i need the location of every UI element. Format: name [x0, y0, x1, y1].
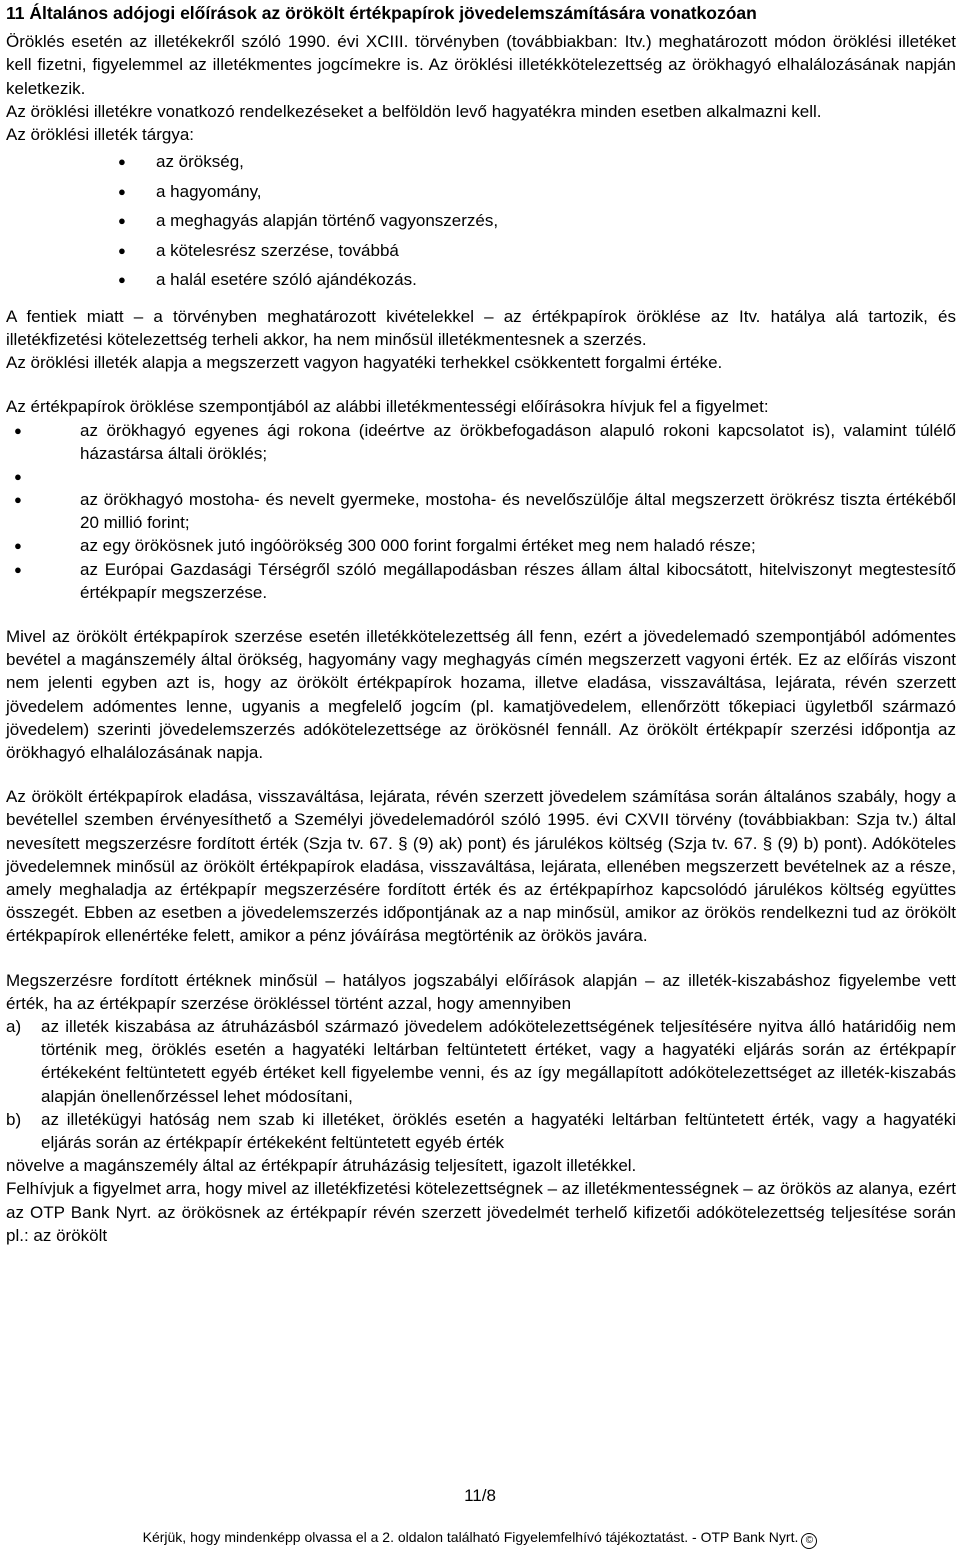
list-item: [14, 465, 956, 488]
page-number: 11/8: [464, 1486, 496, 1505]
list-item: ● a halál esetére szóló ajándékozás.: [156, 265, 956, 295]
bullet-icon: ●: [14, 468, 22, 484]
page-footer: [0, 1526, 960, 1549]
bullet-icon: ●: [14, 491, 22, 507]
list-item: ● a meghagyás alapján történő vagyonszerzés,: [156, 206, 956, 236]
list-marker: a): [6, 1017, 22, 1036]
paragraph-megszerzes: Megszerzésre fordított értéknek minősül – hatályos jogszabályi előírások alapján – az illeték-kiszabáshoz figyelembe vett érték, ha az értékpapír szerzése örökléssel történt azzal, hogy amennyiben: [6, 970, 956, 1013]
list-item: ● az örökhagyó egyenes ági rokona (ideértve az örökbefogadáson alapuló rokoni kapcsolatot is), valamint túlélő házastársa általi öröklés;: [14, 420, 956, 463]
intro-paragraph-3: Az öröklési illeték tárgya:: [6, 125, 195, 145]
document-page: [6, 2, 956, 1247]
paragraph-mentesseg-intro: Az értékpapírok öröklése szempontjából az alábbi illetékmentességi előírásokra hívjuk fel a figyelmet:: [6, 397, 769, 417]
paragraph-mivel: Mivel az örökölt értékpapírok szerzése esetén illetékkötelezettség áll fenn, ezért a jövedelemadó szempontjából adómentes bevétel a magánszemély által örökség, hagyomány vagy meghagyás címén megszerzett vagyoni érték. Ez az előírás viszont nem jelenti egyben azt is, hogy az örökölt értékpapírok hozama, illetve eladása, visszaváltása, lejárata, révén szerzett jövedelem adómentes lenne, ugyanis a megfelelő jogcím (pl. kamatjövedelem, ellenőrzött tőkepiaci ügyletből származó jövedelem) szerinti jövedelemszerzés adókötelezettsége az örökösnél fennáll. Az örökölt értékpapír szerzési időpontja az örökhagyó elhalálozásának napja.: [6, 626, 956, 762]
bullet-icon: ●: [14, 538, 22, 554]
bullet-icon: ●: [118, 272, 126, 288]
footer-text: Kérjük, hogy mindenképp olvassa el a 2. oldalon található Figyelemfelhívó tájékoztatást. - OTP Bank Nyrt.: [142, 1529, 799, 1545]
list-marker: b): [6, 1109, 22, 1129]
copyright-icon: ©: [801, 1533, 817, 1549]
subject-list: [6, 147, 956, 295]
list-item: ● az örökség,: [156, 147, 956, 177]
paragraph-eladasa: Az örökölt értékpapírok eladása, visszaváltása, lejárata, révén szerzett jövedelem számítása során általános szabály, hogy a bevétellel szemben érvényesíthető a Személyi jövedelemadóról szóló 1995. évi CXVII törvény (továbbiakban: Szja tv.) által nevesített megszerzésre fordított érték (Szja tv. 67. § (9) ak) pont) és járulékos költség (Szja tv. 67. § (9) b) pont). Adóköteles jövedelemnek minősül az örökölt értékpapírok eladása, visszaváltása, lejárata, ellenében megszerzett bevételnek az a része, amely meghaladja az értékpapír megszerzésére fordított érték és az értékpapírhoz kapcsolódó járulékos költség együttes összegét. Ebben az esetben a jövedelemszerzés időpontjának az a nap minősül, amikor az örökös rendelkezni tud az örökölt értékpapírok ellenértéke felett, amikor a pénz jóváírása megtörténik az örökös javára.: [6, 787, 956, 946]
list-item: ● az Európai Gazdasági Térségről szóló megállapodásban részes állam által kibocsátott, hitelviszonyt megtestesítő értékpapír megszerzése.: [14, 559, 956, 602]
bullet-icon: ●: [118, 154, 126, 170]
list-item: b) az illetékügyi hatóság nem szab ki illetéket, öröklés esetén a hagyatéki leltárban feltüntetett érték, vagy a hagyatéki eljárás során az értékpapír értékeként feltüntetett egyéb érték: [6, 1109, 956, 1153]
bullet-icon: ●: [118, 213, 126, 229]
bullet-icon: ●: [14, 561, 22, 577]
bullet-icon: ●: [118, 183, 126, 199]
exemption-list: [6, 419, 956, 604]
list-item: a) az illeték kiszabása az átruházásból származó jövedelem adókötelezettségének teljesítésére nyitva álló határidőig nem történik meg, öröklés esetén a hagyatéki leltárban feltüntetett értéket, vagy a hagyatéki eljárás során az értékpapír értékeként feltüntetett egyéb értéket kell figyelembe venni, és az így megállapított adókötelezettséget az illeték-kiszabás alapján önellenőrzéssel lehet módosítani,: [6, 1017, 956, 1106]
list-item: ● az örökhagyó mostoha- és nevelt gyermeke, mostoha- és nevelőszülője által megszerzett örökrész tiszta értékéből 20 millió forint;: [14, 489, 956, 533]
list-item: ● a kötelesrész szerzése, továbbá: [156, 236, 956, 266]
intro-paragraph-1: Öröklés esetén az illetékekről szóló 1990. évi XCIII. törvényben (továbbiakban: Itv.) meghatározott módon öröklési illetéket kell fizetni, figyelemmel az illetékmentes jogcímekre is. Az öröklési illetékkötelezettség az örökhagyó elhalálozásának napján keletkezik.: [6, 32, 956, 98]
list-item: ● az egy örökösnek jutó ingóörökség 300 000 forint forgalmi értéket meg nem haladó része;: [80, 534, 956, 557]
paragraph-fentiek: A fentiek miatt – a törvényben meghatározott kivételekkel – az értékpapírok öröklése az Itv. hatálya alá tartozik, és illetékfizetési kötelezettség terheli akkor, ha nem minősül illetékmentesnek a szerzés.: [6, 306, 956, 349]
section-heading: 11 Általános adójogi előírások az örökölt értékpapírok jövedelemszámítására vonatkozóan: [6, 3, 757, 23]
paragraph-alapja: Az öröklési illeték alapja a megszerzett vagyon hagyatéki terhekkel csökkentett forgalmi értéke.: [6, 353, 723, 373]
list-item: ● a hagyomány,: [156, 177, 956, 207]
bullet-icon: ●: [14, 422, 22, 438]
paragraph-felhivjuk: Felhívjuk a figyelmet arra, hogy mivel az illetékfizetési kötelezettségnek – az illetékmentességnek – az örökös az alanya, ezért az OTP Bank Nyrt. az örökösnek az értékpapír révén szerzett jövedelmét terhelő kifizetői adókötelezettség teljesítése során pl.: az örökölt: [6, 1179, 956, 1245]
conditions-list: [6, 1015, 956, 1154]
intro-paragraph-2: Az öröklési illetékre vonatkozó rendelkezéseket a belföldön levő hagyatékra minden esetben alkalmazni kell.: [6, 101, 822, 121]
bullet-icon: ●: [118, 242, 126, 258]
paragraph-novelve: növelve a magánszemély által az értékpapír átruházásig teljesített, igazolt illetékkel.: [6, 1156, 637, 1176]
